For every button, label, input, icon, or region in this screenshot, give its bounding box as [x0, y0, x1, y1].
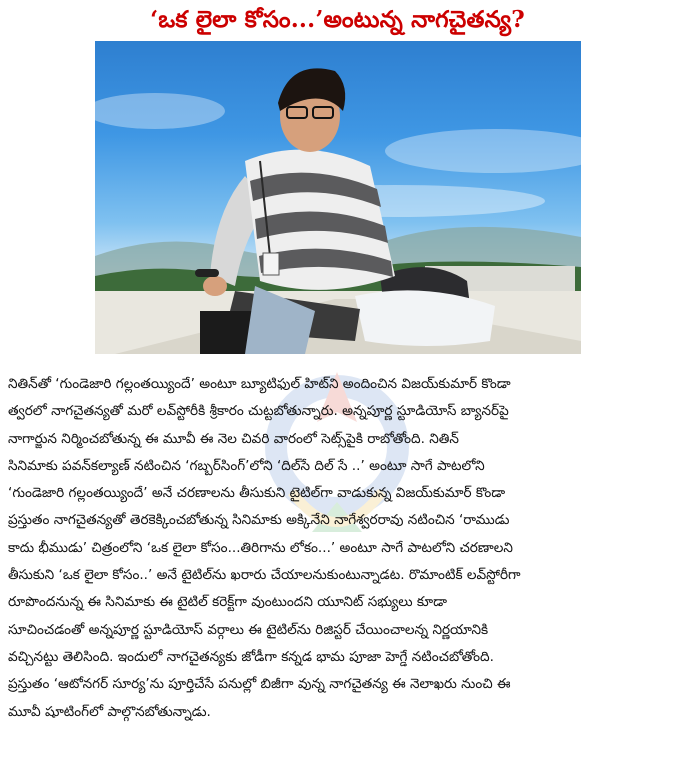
photo-illustration — [95, 41, 581, 354]
headline: ‘ఒక లైలా కోసం...’అంటున్న నాగచైతన్య? — [150, 6, 525, 33]
article-line: ‘గుండెజారి గల్లంతయ్యిందే’ అనే చరణాలను తీసుకుని టైటిల్‌గా వాడుకున్న విజయ్‌కుమార్ కొండా — [8, 485, 506, 502]
article-line: సినిమాకు పవన్‌కల్యాణ్ నటించిన ‘గబ్బర్‌సింగ్’లోని ‘దిల్‌సే దిల్ సే ..’ అంటూ సాగే పాటలోని — [8, 457, 485, 474]
article-photo — [95, 41, 581, 354]
article-line: సూచించడంతో అన్నపూర్ణ స్టూడియోస్ వర్గాలు ఈ టైటిల్‌ను రిజిస్టర్ చేయించాలన్న నిర్ణయానికి — [8, 621, 489, 638]
article-line: ప్రస్తుతం నాగచైతన్యతో తెరకెక్కించబోతున్న సినిమాకు అక్కినేని నాగేశ్వరరావు నటించిన ‘రాముడు — [8, 512, 510, 529]
article-line: కాదు భీముడు’ చిత్రంలోని ‘ఒక లైలా కోసం...తిరిగాను లోకం...’ అంటూ సాగే పాటలోని చరణాలని — [8, 539, 513, 556]
article-line: తీసుకుని ‘ఒక లైలా కోసం..’ అనే టైటిల్‌ను ఖరారు చేయాలనుకుంటున్నాడట. రొమాంటిక్ లవ్‌స్టోరీగా — [8, 567, 521, 584]
article-line: నాగార్జున నిర్మించబోతున్న ఈ మూవీ ఈ నెల చివరి వారంలో సెట్స్‌పైకి రాబోతోంది. నితిన్ — [8, 430, 459, 447]
article-line: రూపొందనున్న ఈ సినిమాకు ఈ టైటిల్ కరెక్ట్‌గా వుంటుందని యూనిట్ సభ్యులు కూడా — [8, 594, 447, 611]
article-line: ప్రస్తుతం ‘ఆటోనగర్ సూర్య’ను పూర్తిచేసే పనుల్లో బిజీగా వున్న నాగచైతన్య ఈ నెలాఖరు నుంచి ఈ — [8, 676, 511, 693]
article-line: నితిన్‌తో ‘గుండెజారి గల్లంతయ్యిందే’ అంటూ బ్యూటిఫుల్ హిట్‌ని అందించిన విజయ్‌కుమార్ కొండా — [8, 376, 511, 392]
article-line: మూవీ షూటింగ్‌లో పాల్గొనబోతున్నాడు. — [8, 703, 211, 720]
article-body — [8, 371, 670, 726]
article-line: త్వరలో నాగచైతన్యతో మరో లవ్‌స్టోరీకి శ్రీకారం చుట్టబోతున్నారు. అన్నపూర్ణ స్టూడియోస్ బ్యానర్‌పై — [8, 403, 509, 420]
article-line: వచ్చినట్టు తెలిసింది. ఇందులో నాగచైతన్యకు జోడీగా కన్నడ భామ పూజా హెగ్డే నటించబోతోంది. — [8, 648, 494, 665]
